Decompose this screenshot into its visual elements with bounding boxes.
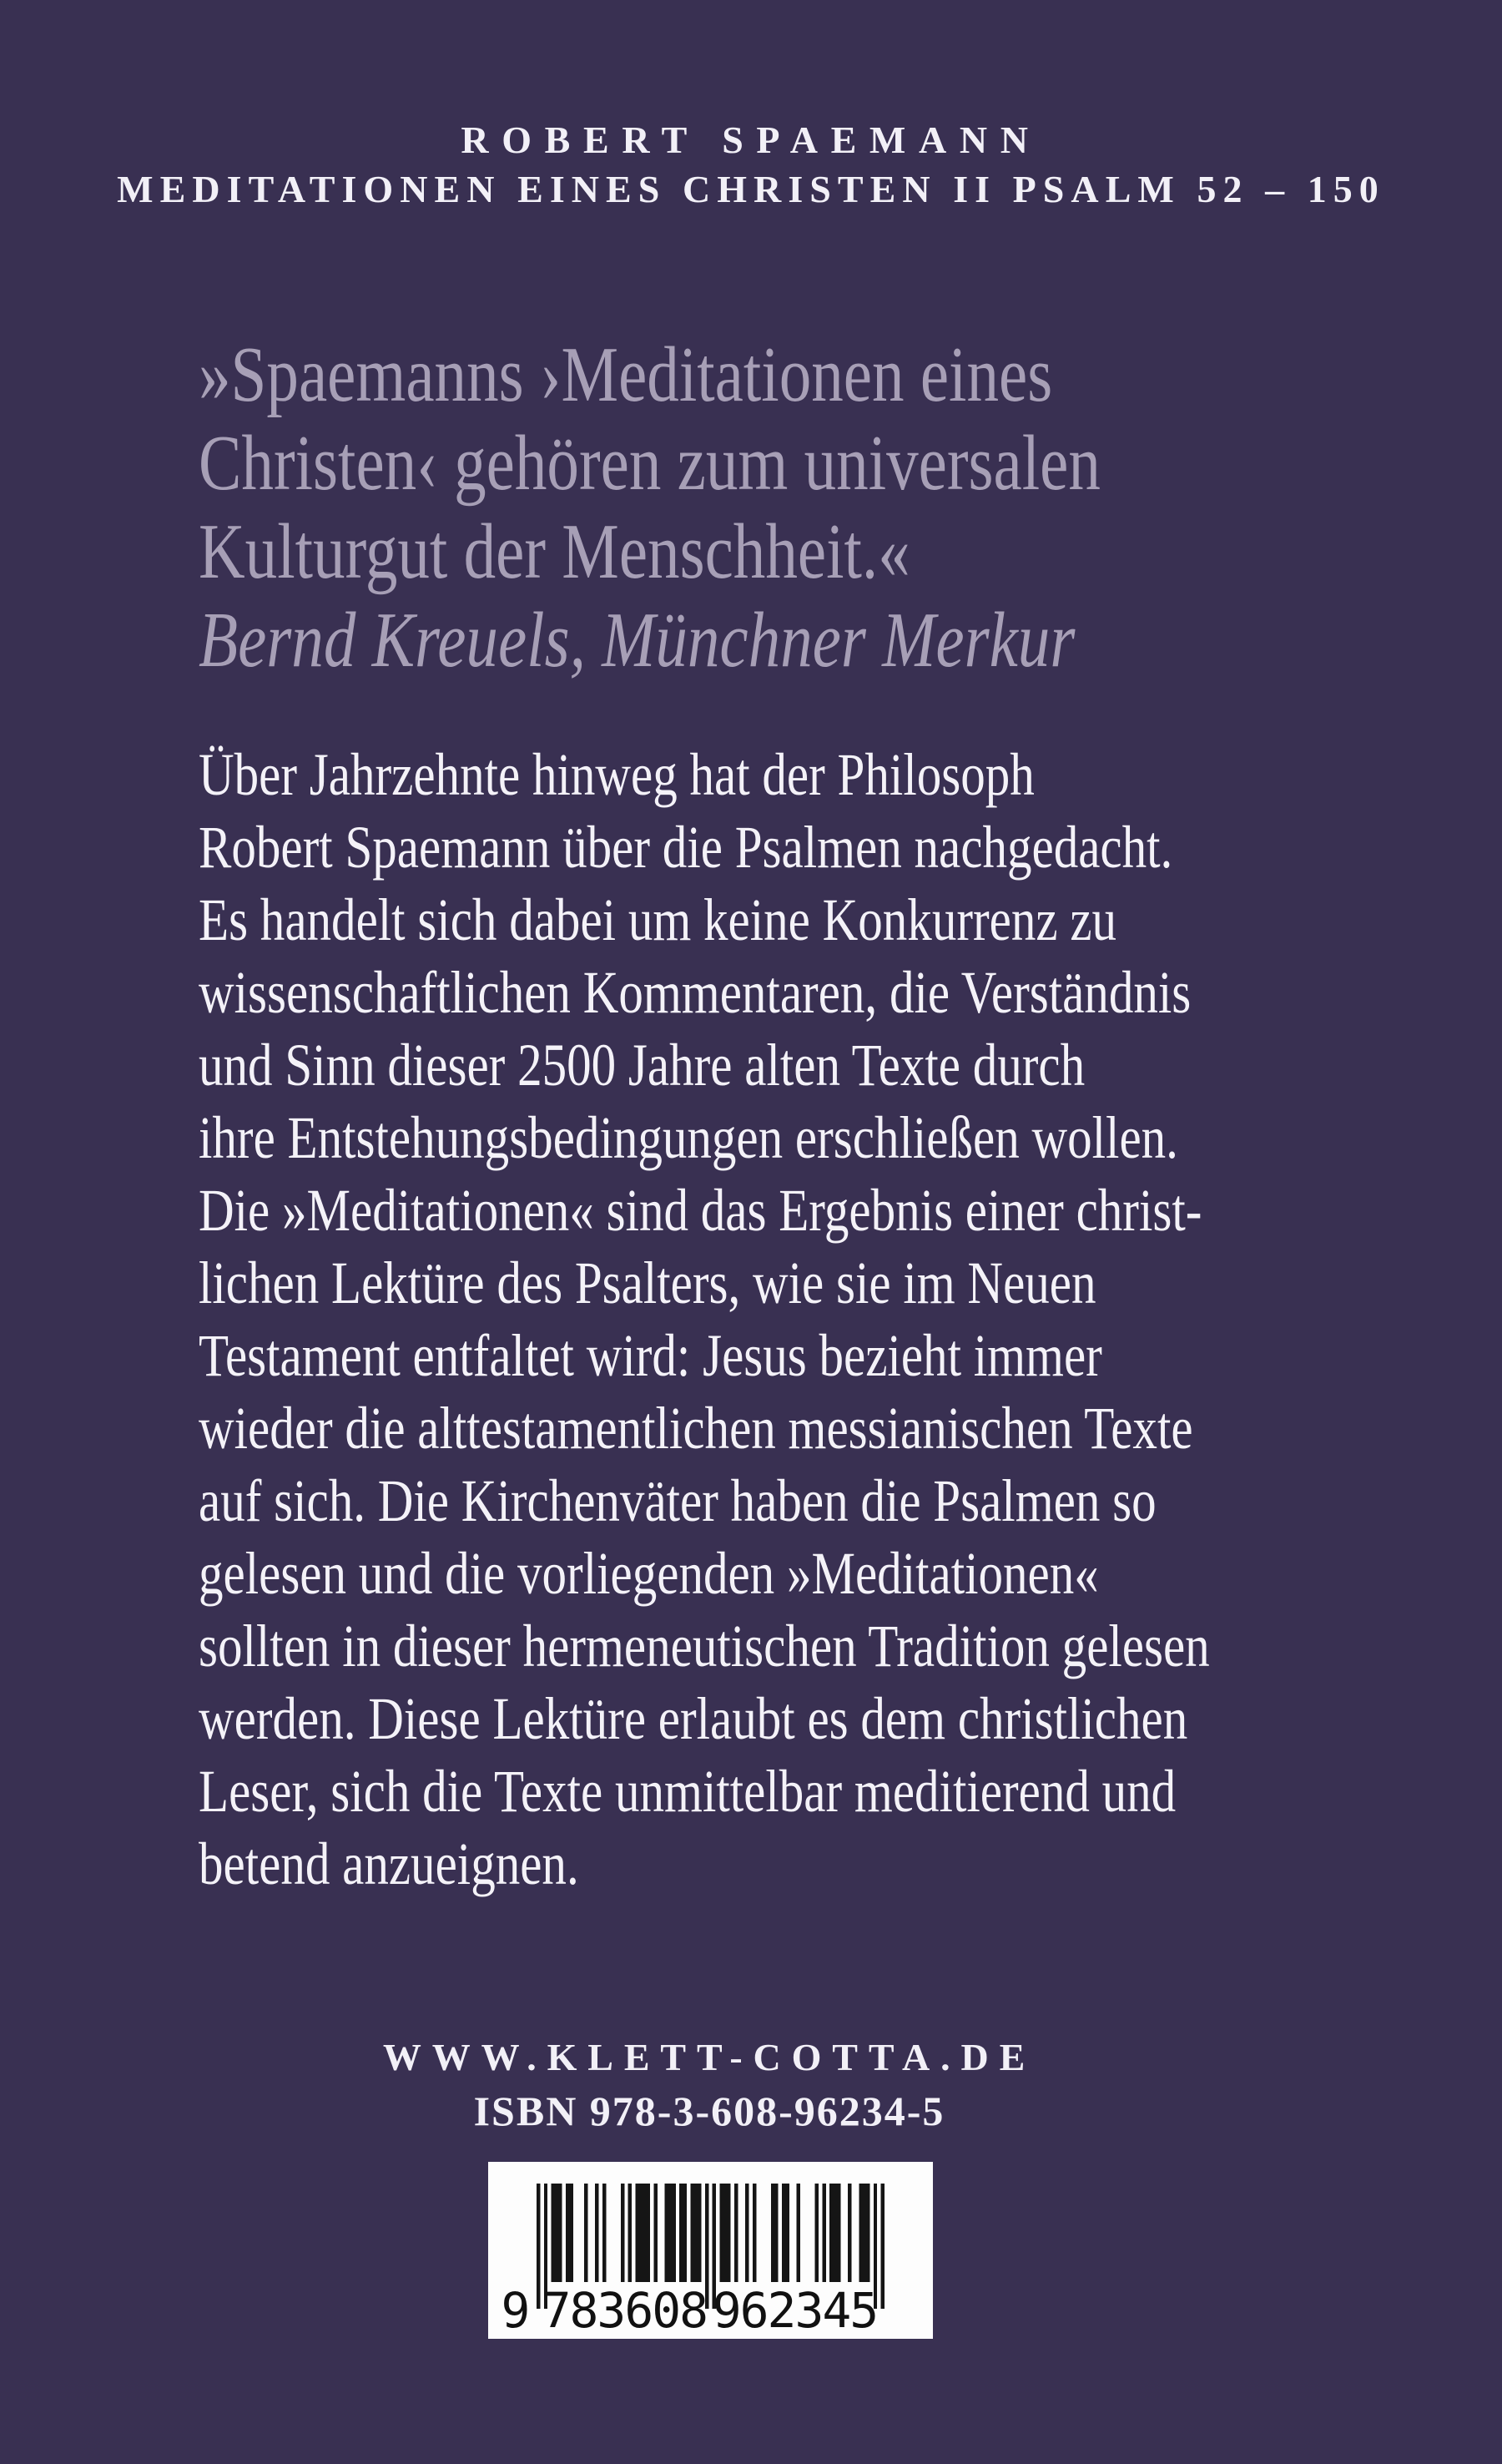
- description-line: lichen Lektüre des Psalters, wie sie im Neuen: [199, 1250, 1096, 1316]
- description-line: sollten in dieser hermeneutischen Tradition gelesen: [199, 1613, 1210, 1679]
- quote-line: Kulturgut der Menschheit.«: [199, 508, 910, 595]
- description-line: auf sich. Die Kirchenväter haben die Psalmen so: [199, 1467, 1157, 1534]
- barcode-digits: 962345: [712, 2282, 878, 2339]
- description-line: gelesen und die vorliegenden »Meditationen«: [199, 1540, 1099, 1607]
- description-line: und Sinn dieser 2500 Jahre alten Texte durch: [199, 1032, 1086, 1098]
- description-line: Es handelt sich dabei um keine Konkurrenz zu: [199, 886, 1117, 953]
- ean13-barcode-graphic: [488, 2162, 933, 2339]
- barcode-digits: 9: [501, 2282, 529, 2339]
- description-line: Die »Meditationen« sind das Ergebnis einer christ-: [199, 1177, 1202, 1244]
- ean13-barcode: [488, 2162, 933, 2339]
- review-quote: [199, 331, 1328, 684]
- quote-line: »Spaemanns ›Meditationen eines: [199, 331, 1053, 418]
- description-line: wissenschaftlichen Kommentaren, die Verständnis: [199, 959, 1192, 1026]
- cover-header: [0, 115, 1502, 214]
- description-line: Über Jahrzehnte hinweg hat der Philosoph: [199, 741, 1035, 808]
- text-column: [199, 331, 1328, 1901]
- description-line: betend anzueignen.: [199, 1830, 579, 1897]
- isbn-text: ISBN 978-3-608-96234-5: [473, 2088, 945, 2134]
- publisher-website: WWW.KLETT-COTTA.DE: [382, 2036, 1036, 2078]
- book-description: [199, 739, 1328, 1901]
- quote-attribution: Bernd Kreuels, Münchner Merkur: [199, 597, 1076, 684]
- quote-line: Christen‹ gehören zum universalen: [199, 420, 1101, 507]
- description-line: Robert Spaemann über die Psalmen nachgedacht.: [199, 814, 1173, 881]
- description-line: wieder die alttestamentlichen messianischen Texte: [199, 1395, 1193, 1462]
- author-name: ROBERT SPAEMANN: [461, 119, 1041, 161]
- description-line: Leser, sich die Texte unmittelbar meditierend und: [199, 1758, 1177, 1825]
- description-line: Testament entfaltet wird: Jesus bezieht immer: [199, 1322, 1102, 1389]
- description-line: werden. Diese Lektüre erlaubt es dem christlichen: [199, 1685, 1188, 1752]
- description-line: ihre Entstehungsbedingungen erschließen wollen.: [199, 1104, 1178, 1171]
- series-title: MEDITATIONEN EINES CHRISTEN II PSALM 52 – 150: [117, 168, 1385, 210]
- barcode-digits: 783608: [542, 2282, 708, 2339]
